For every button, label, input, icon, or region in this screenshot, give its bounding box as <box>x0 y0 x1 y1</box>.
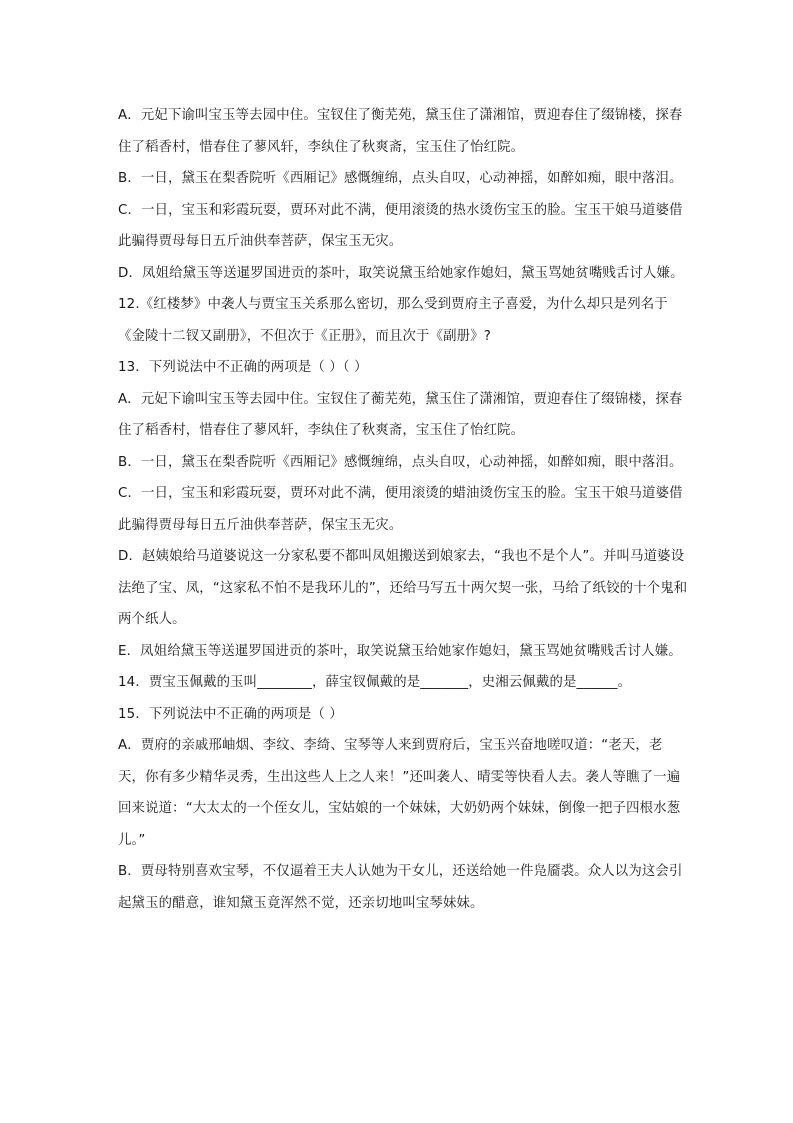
q13-option-d: D．赵姨娘给马道婆说这一分家私要不都叫凤姐搬送到娘家去，“我也不是个人”。并叫马道婆设法绝了宝、凤，“这家私不怕不是我环儿的”，还给马写五十两欠契一张，马给了纸铰的十个鬼和两个纸人。 <box>118 549 688 627</box>
q13-option-e: E．凤姐给黛玉等送暹罗国进贡的茶叶，取笑说黛玉给她家作媳妇，黛玉骂她贫嘴贱舌讨人嫌。 <box>118 643 682 659</box>
question-15: 15．下列说法中不正确的两项是（ ） <box>118 706 343 722</box>
question-13: 13．下列说法中不正确的两项是（ ）（ ） <box>118 360 368 375</box>
q13-option-c: C．一日，宝玉和彩霞玩耍，贾环对此不满，便用滚烫的蜡油烫伤宝玉的脸。宝玉干娘马道婆借此骗得贾母每日五斤油供奉菩萨，保宝玉无灾。 <box>118 486 683 533</box>
document-body <box>118 100 688 919</box>
q15-option-a: A．贾府的亲戚邢岫烟、李纹、李绮、宝琴等人来到贾府后，宝玉兴奋地嗟叹道：“老天，老天，你有多少精华灵秀，生出这些人上之人来！”还叫袭人、晴雯等快看人去。袭人等瞧了一遍回来说道：“大太太的一个侄女儿，宝姑娘的一个妹妹，大奶奶两个妹妹，倒像一把子四根水葱儿。” <box>118 738 681 848</box>
q15-option-b: B．贾母特别喜欢宝琴，不仅逼着王夫人认她为干女儿，还送给她一件凫靥裘。众人以为这会引起黛玉的醋意，谁知黛玉竟浑然不觉，还亲切地叫宝琴妹妹。 <box>118 864 683 911</box>
question-12: 12.《红楼梦》中袭人与贾宝玉关系那么密切，那么受到贾府主子喜爱，为什么却只是列名于《金陵十二钗又副册》，不但次于《正册》，而且次于《副册》? <box>118 297 668 344</box>
option-a-residences: A．元妃下谕叫宝玉等去园中住。宝钗住了衡芜苑，黛玉住了潇湘馆，贾迎春住了缀锦楼，探春住了稻香村，惜春住了蓼风轩，李纨住了秋爽斋，宝玉住了怡红院。 <box>118 108 683 155</box>
q13-option-a: A．元妃下谕叫宝玉等去园中住。宝钗住了蘅芜苑，黛玉住了潇湘馆，贾迎春住了缀锦楼，探春住了稻香村，惜春住了蓼风轩，李纨住了秋爽斋，宝玉住了怡红院。 <box>118 391 683 438</box>
option-d-tea: D．凤姐给黛玉等送暹罗国进贡的茶叶，取笑说黛玉给她家作媳妇，黛玉骂她贫嘴贱舌讨人嫌。 <box>118 265 684 281</box>
option-c-hot-water: C．一日，宝玉和彩霞玩耍，贾环对此不满，便用滚烫的热水烫伤宝玉的脸。宝玉干娘马道婆借此骗得贾母每日五斤油供奉菩萨，保宝玉无灾。 <box>118 202 683 249</box>
option-b-xixiangji: B．一日，黛玉在梨香院听《西厢记》感慨缠绵，点头自叹，心动神摇，如醉如痴，眼中落泪。 <box>118 171 683 186</box>
question-14: 14．贾宝玉佩戴的玉叫________，薛宝钗佩戴的是_______，史湘云佩戴的是______。 <box>118 675 632 690</box>
q13-option-b: B．一日，黛玉在梨香院听《西厢记》感慨缠绵，点头自叹，心动神摇，如醉如痴，眼中落泪。 <box>118 454 683 470</box>
